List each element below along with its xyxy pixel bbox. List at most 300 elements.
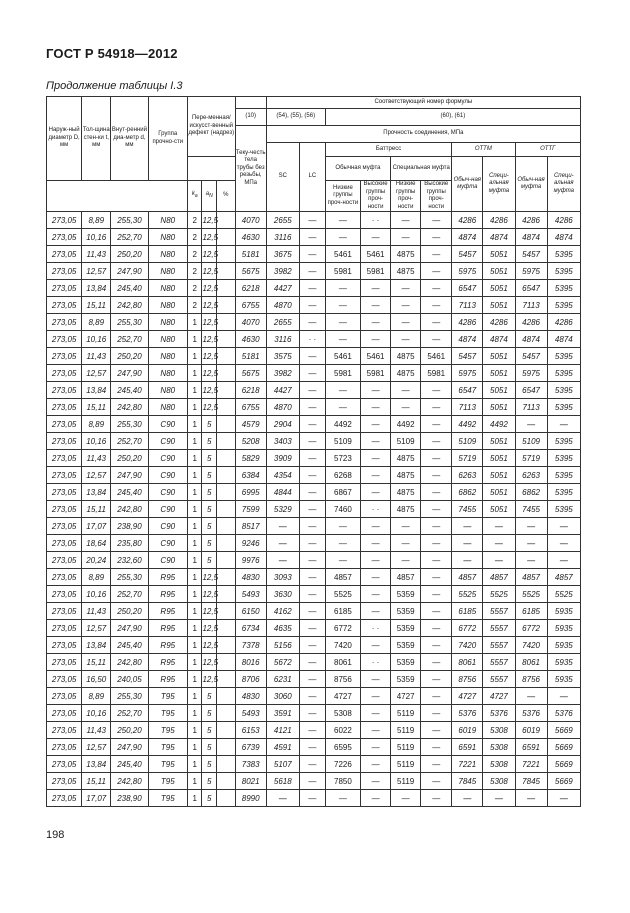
table-cell: — — [361, 586, 391, 603]
table-row — [47, 212, 581, 229]
table-cell: 12,5 — [202, 314, 217, 331]
table-cell: 247,90 — [111, 263, 148, 280]
table-cell: — — [361, 756, 391, 773]
table-cell: — — [421, 518, 452, 535]
table-cell: — — [299, 280, 325, 297]
table-cell: — — [325, 382, 360, 399]
table-cell: — — [361, 416, 391, 433]
table-cell: 6218 — [235, 382, 266, 399]
table-cell — [216, 756, 235, 773]
table-cell: N80 — [148, 212, 187, 229]
table-cell: — — [361, 790, 391, 807]
table-cell: 6153 — [235, 722, 266, 739]
table-cell: — — [299, 382, 325, 399]
table-cell: 7378 — [235, 637, 266, 654]
table-cell: — — [421, 671, 452, 688]
table-cell: 5051 — [483, 365, 515, 382]
table-cell: — — [515, 688, 547, 705]
table-cell: — — [421, 603, 452, 620]
table-cell: 12,57 — [82, 467, 111, 484]
table-row — [47, 654, 581, 671]
table-cell: C90 — [148, 484, 187, 501]
table-cell: 7113 — [515, 399, 547, 416]
table-cell: · · — [361, 501, 391, 518]
table-cell: 4727 — [391, 688, 421, 705]
table-cell: 4427 — [266, 382, 299, 399]
table-cell: 12,5 — [202, 263, 217, 280]
table-cell: N80 — [148, 399, 187, 416]
table-row — [47, 722, 581, 739]
table-cell: — — [391, 552, 421, 569]
table-cell: 5359 — [391, 586, 421, 603]
table-cell: 5051 — [483, 348, 515, 365]
table-cell: — — [452, 518, 483, 535]
table-cell: 5935 — [547, 603, 580, 620]
table-cell: 4630 — [235, 229, 266, 246]
table-cell: — — [515, 790, 547, 807]
table-cell: 5457 — [452, 246, 483, 263]
table-cell: 11,43 — [82, 246, 111, 263]
table-cell: 17,07 — [82, 518, 111, 535]
table-cell: 5457 — [515, 348, 547, 365]
table-row — [47, 739, 581, 756]
table-cell: — — [299, 569, 325, 586]
table-cell: 5109 — [452, 433, 483, 450]
table-cell: 5 — [202, 518, 217, 535]
table-cell: — — [361, 603, 391, 620]
table-cell: 4286 — [483, 314, 515, 331]
table-row — [47, 280, 581, 297]
table-cell: — — [391, 382, 421, 399]
table-cell: 4875 — [391, 263, 421, 280]
table-cell: — — [391, 518, 421, 535]
header-ottm-special: Специ-альная муфта — [483, 157, 515, 212]
table-cell: 273,05 — [47, 399, 82, 416]
table-cell: 5493 — [235, 586, 266, 603]
table-cell: 255,30 — [111, 212, 148, 229]
header-ottg: ОТТГ — [515, 143, 581, 157]
table-cell: 1 — [187, 348, 202, 365]
table-cell: 2 — [187, 280, 202, 297]
table-cell: 1 — [187, 620, 202, 637]
table-cell: 8,89 — [82, 212, 111, 229]
table-cell: — — [421, 314, 452, 331]
table-cell: 273,05 — [47, 331, 82, 348]
table-cell: 5 — [202, 535, 217, 552]
table-row — [47, 790, 581, 807]
table-cell: 6734 — [235, 620, 266, 637]
table-cell: 10,16 — [82, 433, 111, 450]
table-cell: 273,05 — [47, 569, 82, 586]
table-cell: 4635 — [266, 620, 299, 637]
table-cell: — — [421, 331, 452, 348]
table-cell: 252,70 — [111, 229, 148, 246]
table-cell: 15,11 — [82, 654, 111, 671]
table-cell: 6384 — [235, 467, 266, 484]
table-cell: 10,16 — [82, 705, 111, 722]
table-cell: 1 — [187, 552, 202, 569]
table-cell: — — [299, 433, 325, 450]
table-cell — [216, 654, 235, 671]
table-cell: 273,05 — [47, 688, 82, 705]
table-cell: R95 — [148, 586, 187, 603]
table-cell: — — [361, 705, 391, 722]
table-cell: 7850 — [325, 773, 360, 790]
table-cell: 6595 — [325, 739, 360, 756]
table-row — [47, 705, 581, 722]
table-cell: — — [361, 637, 391, 654]
table-cell: — — [299, 654, 325, 671]
table-cell: T95 — [148, 739, 187, 756]
table-cell: — — [361, 484, 391, 501]
table-cell: 1 — [187, 450, 202, 467]
table-cell: 12,5 — [202, 654, 217, 671]
table-cell: 273,05 — [47, 637, 82, 654]
table-cell: — — [299, 314, 325, 331]
table-cell: — — [421, 484, 452, 501]
table-cell: 4857 — [452, 569, 483, 586]
table-cell: 5 — [202, 467, 217, 484]
table-cell: 6547 — [515, 280, 547, 297]
header-special-coupling: Специальная муфта — [391, 157, 452, 181]
table-cell: 242,80 — [111, 297, 148, 314]
table-cell: — — [452, 552, 483, 569]
table-cell: 235,80 — [111, 535, 148, 552]
table-cell: — — [421, 229, 452, 246]
table-cell: 5 — [202, 450, 217, 467]
table-cell: 4727 — [483, 688, 515, 705]
table-cell: 5975 — [452, 365, 483, 382]
table-cell: 247,90 — [111, 467, 148, 484]
table-cell: 273,05 — [47, 263, 82, 280]
table-row — [47, 620, 581, 637]
table-cell: 238,90 — [111, 518, 148, 535]
table-cell: 1 — [187, 314, 202, 331]
table-cell: 5 — [202, 739, 217, 756]
table-cell: — — [266, 518, 299, 535]
table-cell: 273,05 — [47, 416, 82, 433]
table-cell: 6019 — [515, 722, 547, 739]
table-cell: 3982 — [266, 263, 299, 280]
table-cell: — — [421, 586, 452, 603]
table-cell: — — [421, 399, 452, 416]
table-cell: 12,5 — [202, 365, 217, 382]
table-cell: 3909 — [266, 450, 299, 467]
table-cell: 5557 — [483, 654, 515, 671]
header-defect: Пере-менная/ искусст-венный дефект (надрез) — [187, 97, 235, 157]
table-cell: 3675 — [266, 246, 299, 263]
table-cell: N80 — [148, 348, 187, 365]
table-cell: 5 — [202, 484, 217, 501]
table-cell: 250,20 — [111, 348, 148, 365]
table-cell: — — [299, 790, 325, 807]
table-cell: — — [547, 688, 580, 705]
table-cell — [216, 467, 235, 484]
table-cell: 4870 — [266, 297, 299, 314]
table-cell: 12,5 — [202, 569, 217, 586]
table-cell: 7221 — [452, 756, 483, 773]
table-cell — [216, 399, 235, 416]
table-cell: 8990 — [235, 790, 266, 807]
header-ka: $k_a$ — [187, 181, 202, 212]
table-cell: — — [391, 229, 421, 246]
table-cell: N80 — [148, 297, 187, 314]
table-cell: 2655 — [266, 212, 299, 229]
table-cell: — — [391, 399, 421, 416]
table-row — [47, 569, 581, 586]
header-formula-10: (10) — [235, 109, 266, 126]
table-cell: 20,24 — [82, 552, 111, 569]
table-cell — [216, 603, 235, 620]
table-cell — [216, 586, 235, 603]
table-cell: N80 — [148, 280, 187, 297]
table-row — [47, 467, 581, 484]
header-outer-diameter: Наруж-ный диаметр D, мм — [47, 97, 82, 181]
table-cell: — — [483, 552, 515, 569]
header-inner-diameter: Внут-ренний диа-метр d, мм — [111, 97, 148, 181]
table-cell: 5525 — [515, 586, 547, 603]
table-cell: — — [361, 671, 391, 688]
table-cell: — — [299, 467, 325, 484]
table-cell: C90 — [148, 433, 187, 450]
page-number: 198 — [46, 829, 65, 841]
table-cell: — — [452, 535, 483, 552]
table-cell: 13,84 — [82, 280, 111, 297]
table-cell: 6739 — [235, 739, 266, 756]
table-cell: — — [361, 331, 391, 348]
header-strength-group: Группа прочно-сти — [148, 97, 187, 181]
table-cell: 5 — [202, 756, 217, 773]
table-cell: 15,11 — [82, 773, 111, 790]
header-ottm: ОТТМ — [452, 143, 515, 157]
table-cell: 247,90 — [111, 365, 148, 382]
table-cell: 5935 — [547, 637, 580, 654]
table-cell: 12,5 — [202, 331, 217, 348]
table-cell: 4630 — [235, 331, 266, 348]
table-cell: 7845 — [452, 773, 483, 790]
table-cell: — — [421, 535, 452, 552]
table-cell: 4727 — [452, 688, 483, 705]
table-cell: — — [299, 705, 325, 722]
table-cell: 11,43 — [82, 450, 111, 467]
table-cell: 1 — [187, 518, 202, 535]
table-cell: — — [421, 552, 452, 569]
table-cell: — — [421, 382, 452, 399]
table-cell: 5618 — [266, 773, 299, 790]
table-cell: 3982 — [266, 365, 299, 382]
table-cell: 4727 — [325, 688, 360, 705]
table-cell: 8016 — [235, 654, 266, 671]
table-cell: 1 — [187, 382, 202, 399]
table-cell: 5493 — [235, 705, 266, 722]
document-title: ГОСТ Р 54918—2012 — [46, 46, 178, 61]
table-cell: C90 — [148, 535, 187, 552]
header-percent: % — [216, 181, 235, 212]
header-ottg-regular: Обыч-ная муфта — [515, 157, 547, 212]
table-cell — [216, 688, 235, 705]
table-cell — [216, 382, 235, 399]
table-cell: 5461 — [421, 348, 452, 365]
table-cell: 5 — [202, 501, 217, 518]
table-cell: — — [361, 739, 391, 756]
table-row — [47, 637, 581, 654]
table-row — [47, 535, 581, 552]
table-cell: — — [361, 688, 391, 705]
table-cell: 6591 — [452, 739, 483, 756]
table-cell: — — [299, 450, 325, 467]
table-cell: 5109 — [515, 433, 547, 450]
header-lc: LC — [299, 143, 325, 212]
table-cell: 12,5 — [202, 637, 217, 654]
table-cell: 8756 — [515, 671, 547, 688]
table-cell: T95 — [148, 705, 187, 722]
table-cell: — — [361, 722, 391, 739]
table-cell: 5525 — [483, 586, 515, 603]
table-cell: — — [299, 297, 325, 314]
table-cell — [216, 518, 235, 535]
table-row — [47, 671, 581, 688]
table-cell: 1 — [187, 586, 202, 603]
table-cell: 5557 — [483, 603, 515, 620]
table-cell: 7420 — [452, 637, 483, 654]
table-cell: 4286 — [452, 212, 483, 229]
table-cell: — — [361, 467, 391, 484]
table-cell: 8061 — [515, 654, 547, 671]
table-cell: 3116 — [266, 331, 299, 348]
table-cell: 4591 — [266, 739, 299, 756]
table-cell: T95 — [148, 688, 187, 705]
table-cell: 5719 — [452, 450, 483, 467]
table-cell: 273,05 — [47, 790, 82, 807]
table-row — [47, 297, 581, 314]
table-cell: 13,84 — [82, 756, 111, 773]
table-cell: 1 — [187, 399, 202, 416]
table-cell: 245,40 — [111, 382, 148, 399]
table-cell: 7113 — [452, 399, 483, 416]
table-cell: 1 — [187, 467, 202, 484]
table-cell — [216, 773, 235, 790]
table-cell: C90 — [148, 416, 187, 433]
table-cell: 273,05 — [47, 382, 82, 399]
table-cell — [216, 722, 235, 739]
table-cell: 273,05 — [47, 484, 82, 501]
table-cell: 8,89 — [82, 416, 111, 433]
table-cell: 247,90 — [111, 620, 148, 637]
table-cell: N80 — [148, 331, 187, 348]
table-cell: 252,70 — [111, 705, 148, 722]
table-cell: 5376 — [515, 705, 547, 722]
table-cell: 3630 — [266, 586, 299, 603]
header-wall-thickness: Тол-щина стен-ки t, мм — [82, 97, 111, 181]
table-cell: 4070 — [235, 212, 266, 229]
table-cell: 1 — [187, 535, 202, 552]
table-cell: 4286 — [483, 212, 515, 229]
header-formula-54-56: (54), (55), (56) — [266, 109, 325, 126]
table-cell: — — [299, 348, 325, 365]
table-cell: 4874 — [452, 229, 483, 246]
table-cell — [216, 552, 235, 569]
table-cell: — — [325, 399, 360, 416]
table-cell: — — [266, 552, 299, 569]
table-cell: 240,05 — [111, 671, 148, 688]
table-cell: 9976 — [235, 552, 266, 569]
table-cell: 8061 — [452, 654, 483, 671]
table-cell: 5359 — [391, 671, 421, 688]
table-cell: 5051 — [483, 280, 515, 297]
header-formula-60-61: (60), (61) — [325, 109, 580, 126]
table-cell: 4830 — [235, 688, 266, 705]
table-cell: 5935 — [547, 671, 580, 688]
table-cell: 5525 — [547, 586, 580, 603]
table-cell: 245,40 — [111, 756, 148, 773]
table-cell: — — [421, 654, 452, 671]
table-cell: 6019 — [452, 722, 483, 739]
table-row — [47, 688, 581, 705]
table-cell: 8756 — [452, 671, 483, 688]
table-cell: 5395 — [547, 450, 580, 467]
table-cell: 5395 — [547, 501, 580, 518]
table-cell: 4492 — [391, 416, 421, 433]
table-cell: — — [547, 790, 580, 807]
table-cell: — — [299, 586, 325, 603]
table-cell: 7420 — [325, 637, 360, 654]
table-cell: — — [299, 501, 325, 518]
table-cell: 273,05 — [47, 620, 82, 637]
table-cell: 4874 — [515, 229, 547, 246]
table-cell: 255,30 — [111, 688, 148, 705]
table-cell: — — [299, 229, 325, 246]
table-row — [47, 229, 581, 246]
table-cell: 273,05 — [47, 467, 82, 484]
table-cell: 250,20 — [111, 603, 148, 620]
table-cell: 5119 — [391, 773, 421, 790]
table-cell: — — [483, 535, 515, 552]
table-cell: 5208 — [235, 433, 266, 450]
table-cell: 5557 — [483, 671, 515, 688]
table-cell: 3060 — [266, 688, 299, 705]
table-cell: 6862 — [515, 484, 547, 501]
table-cell: N80 — [148, 382, 187, 399]
table-cell: 273,05 — [47, 552, 82, 569]
table-cell: 5 — [202, 773, 217, 790]
table-cell: 16,50 — [82, 671, 111, 688]
table-cell: 12,5 — [202, 620, 217, 637]
table-cell: 6150 — [235, 603, 266, 620]
table-cell: C90 — [148, 552, 187, 569]
table-cell: — — [299, 484, 325, 501]
table-cell — [216, 365, 235, 382]
table-cell: 1 — [187, 569, 202, 586]
table-cell: 3116 — [266, 229, 299, 246]
table-cell — [216, 297, 235, 314]
table-cell — [216, 484, 235, 501]
table-cell: 7460 — [325, 501, 360, 518]
table-cell: T95 — [148, 790, 187, 807]
table-cell: 4427 — [266, 280, 299, 297]
table-cell: 245,40 — [111, 484, 148, 501]
table-cell: 12,5 — [202, 671, 217, 688]
table-cell: 12,5 — [202, 382, 217, 399]
table-cell: 5975 — [515, 365, 547, 382]
table-cell: N80 — [148, 365, 187, 382]
table-cell: 273,05 — [47, 654, 82, 671]
table-cell: 7455 — [515, 501, 547, 518]
table-row — [47, 433, 581, 450]
table-cell: 5675 — [235, 365, 266, 382]
table-cell: 4286 — [515, 212, 547, 229]
table-cell: 5 — [202, 552, 217, 569]
table-cell: N80 — [148, 246, 187, 263]
